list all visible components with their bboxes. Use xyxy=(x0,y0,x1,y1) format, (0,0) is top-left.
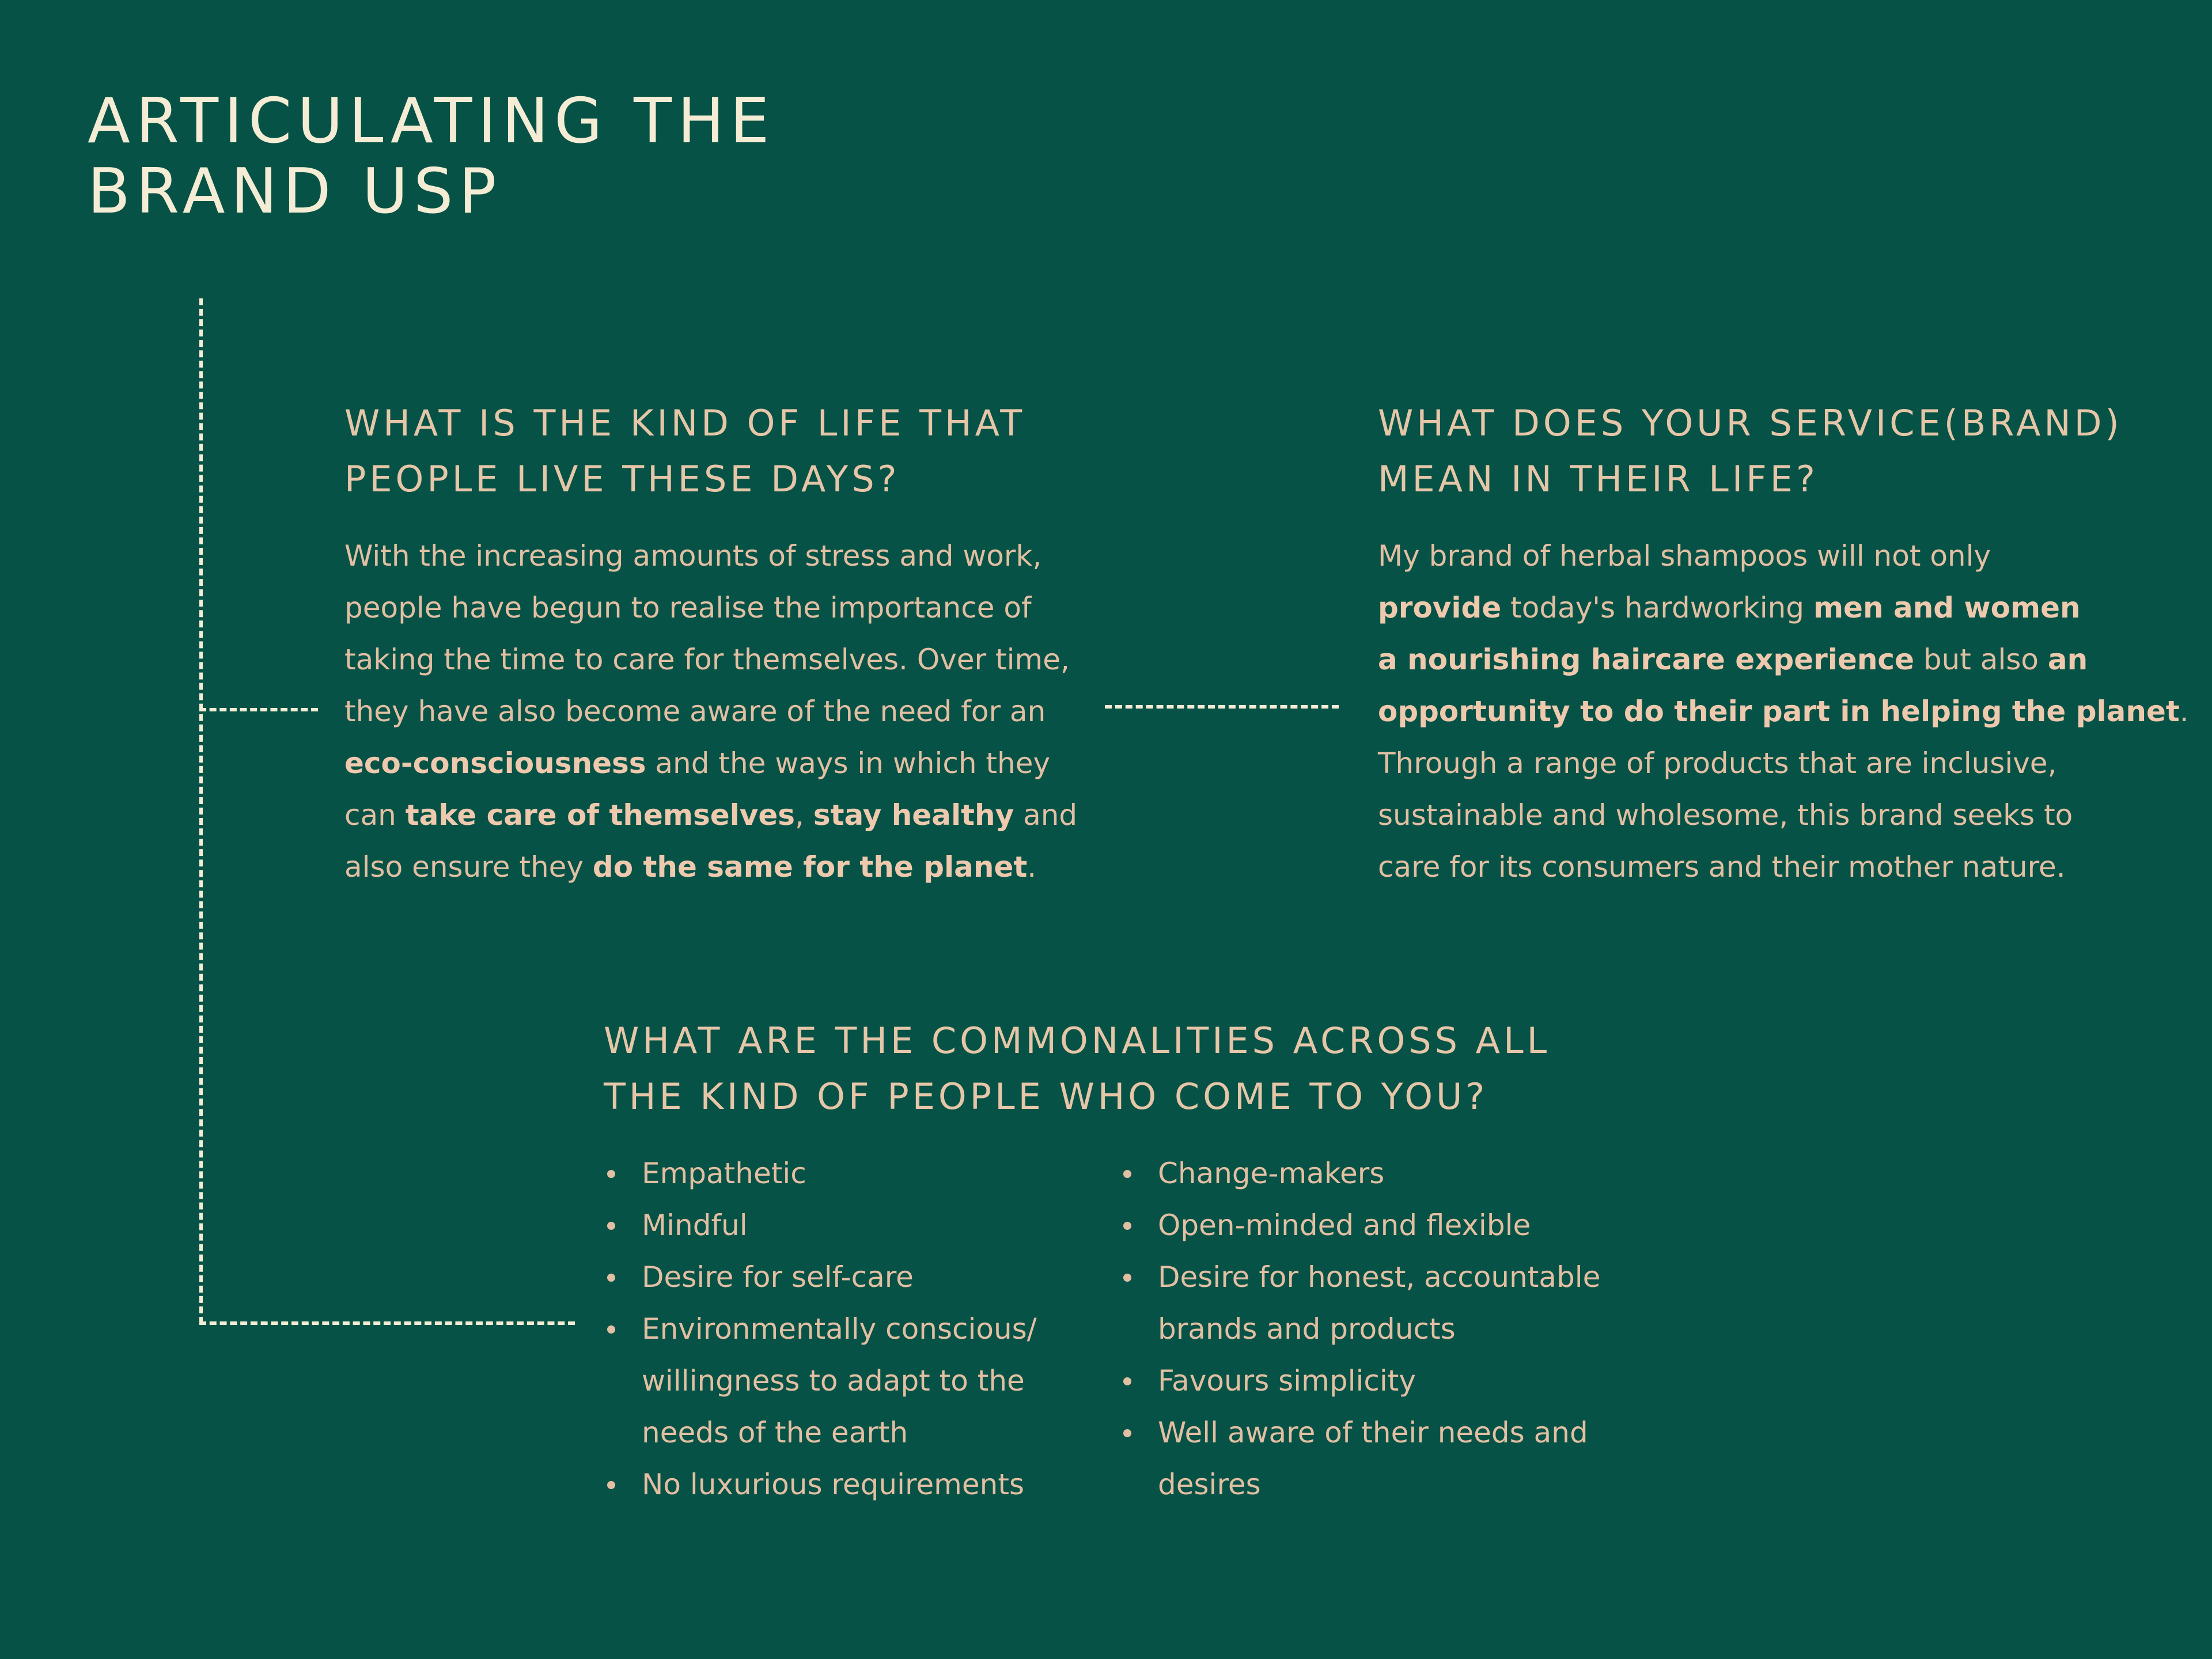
list-item: Change-makers xyxy=(1120,1147,1600,1199)
connector-between-sections xyxy=(1105,705,1339,709)
emphasis-take-care: take care of themselves xyxy=(405,798,796,832)
commonalities-section-heading: WHAT ARE THE COMMONALITIES ACROSS ALL THE KIND OF PEOPLE WHO COME TO YOU? xyxy=(604,1020,1551,1118)
connector-to-commonalities xyxy=(199,1321,575,1325)
connector-to-life-section xyxy=(199,708,318,711)
emphasis-stay-healthy: stay healthy xyxy=(813,798,1014,832)
list-item: Desire for self-care xyxy=(604,1251,1037,1303)
list-item: No luxurious requirements xyxy=(604,1459,1037,1510)
emphasis-provide: provide xyxy=(1378,591,1502,624)
commonalities-list-right xyxy=(1120,1147,1600,1510)
connector-vertical xyxy=(199,298,203,1324)
brand-section-heading: WHAT DOES YOUR SERVICE(BRAND) MEAN IN THEIR LIFE? xyxy=(1378,402,2123,500)
list-item: Environmentally conscious/ willingness to adapt to the needs of the earth xyxy=(604,1303,1037,1459)
emphasis-opportunity: opportunity to do their part in helping the planet xyxy=(1378,695,2180,728)
life-section-heading: WHAT IS THE KIND OF LIFE THAT PEOPLE LIVE THESE DAYS? xyxy=(344,402,1026,500)
list-item: Open-minded and flexible xyxy=(1120,1199,1600,1251)
list-item: Favours simplicity xyxy=(1120,1355,1600,1407)
life-section-paragraph: With the increasing amounts of stress and work, people have begun to realise the importance of taking the time to care for themselves. Over time, they have also become aware of the need for an eco-consciousness and the ways in which they can take care of themselves, stay healthy and also ensure they do the same for the planet. xyxy=(344,539,1078,884)
list-item: Desire for honest, accountable brands and products xyxy=(1120,1251,1600,1355)
title-line-1: ARTICULATING THE xyxy=(88,85,775,157)
emphasis-planet: do the same for the planet xyxy=(592,850,1028,884)
list-item: Well aware of their needs and desires xyxy=(1120,1407,1600,1510)
emphasis-men-and-women: men and women xyxy=(1813,591,2081,624)
emphasis-eco-consciousness: eco-consciousness xyxy=(344,747,646,780)
title-line-2: BRAND USP xyxy=(88,156,502,228)
page-title xyxy=(88,86,775,227)
list-item: Mindful xyxy=(604,1199,1037,1251)
list-item: Empathetic xyxy=(604,1147,1037,1199)
emphasis-haircare: a nourishing haircare experience xyxy=(1378,643,1914,676)
commonalities-list-left xyxy=(604,1147,1037,1510)
brand-section-paragraph: My brand of herbal shampoos will not only provide today's hardworking men and women a nourishing haircare experience but also an opportunity to do their part in helping the planet. Through a range of products that are inclusive, sustainable and wholesome, this brand seeks to care for its consumers and their mother nature. xyxy=(1378,539,2189,884)
